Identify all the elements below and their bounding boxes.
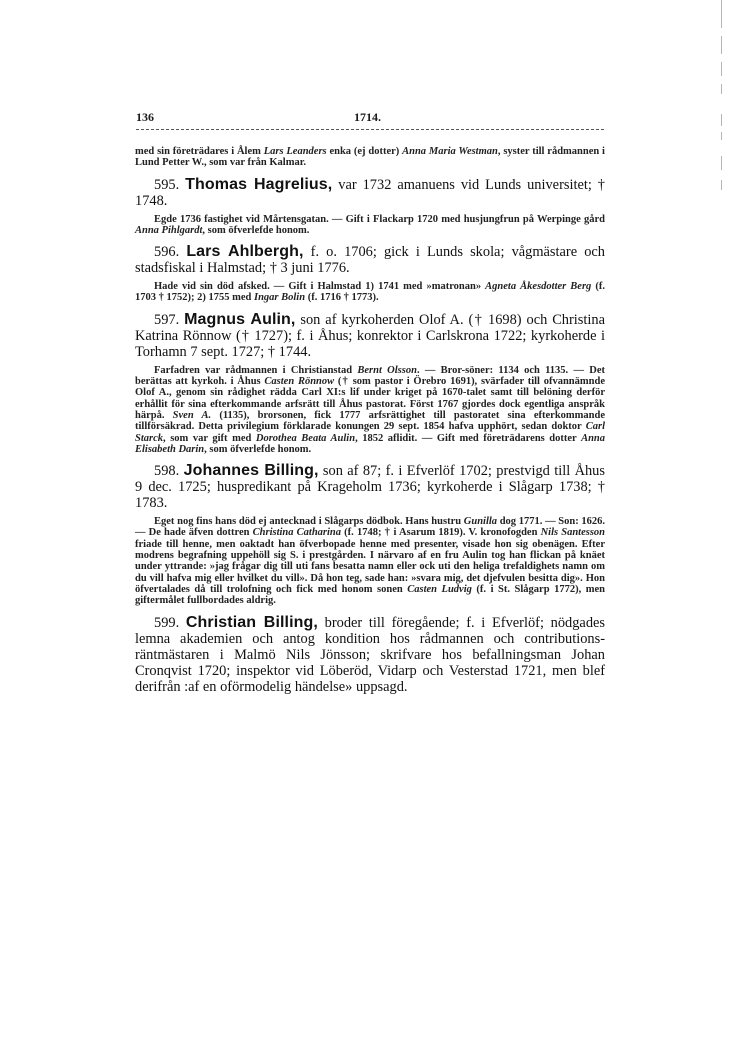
page-number: 136 <box>136 110 154 124</box>
entry-595-note: Egde 1736 fastighet vid Mårtensgatan. — Gift i Flackarp 1720 med husjungfrun på Werpinge gård Anna Pihlgardt, som öfverlefde honom. <box>135 213 605 236</box>
entry-598: 598. Johannes Billing, son af 87; f. i Efverlöf 1702; prestvigd till Åhus 9 dec. 1725; huspredikant på Krageholm 1736; kyrkoherde i Slågarp 1738; † 1783. <box>135 462 605 512</box>
entry-name: Lars Ahlbergh, <box>186 243 304 261</box>
entry-name: Thomas Hagrelius, <box>185 175 333 193</box>
entry-name: Johannes Billing, <box>183 462 319 480</box>
entry-number: 599. <box>154 614 180 631</box>
continuation-note: med sin företrädares i Ålem Lars Leanders enka (ej dotter) Anna Maria Westman, syster till rådmannen i Lund Petter W., som var från Kalmar. <box>135 146 605 169</box>
entry-name: Magnus Aulin, <box>184 310 296 328</box>
entry-number: 597. <box>154 311 180 328</box>
scan-edge-marks <box>721 0 722 200</box>
header-rule <box>136 129 604 130</box>
page-body <box>135 146 605 695</box>
entry-595: 595. Thomas Hagrelius, var 1732 amanuens vid Lunds universitet; † 1748. <box>135 175 605 209</box>
entry-598-note: Eget nog fins hans död ej antecknad i Slågarps dödbok. Hans hustru Gunilla dog 1771. — Son: 1626. — De hade äfven dottren Christina Catharina (f. 1748; † i Asarum 1819). V. kronofogden Nils Santesson friade till henne, men oaktadt han öfverbopade henne med presenter, visade hon sig obenägen. Efter modrens begrafning uppehöll sig S. i prestgården. I närvaro af en fru Aulin tog han flickan på knäet under yttrande: »jag frågar dig till uti fans besatta namn eller ock uti den heliga trefaldighets namn om du vill hafva mig eller hvilket du vill». Då hon teg, sade han: »svara mig, det djefvulen besitta dig». Hon öfvertalades då till trolofning och fick med honom sonen Casten Ludvig (f. i St. Slågarp 1772), men giftermålet fullbordades aldrig. <box>135 516 606 607</box>
entry-596-note: Hade vid sin död afsked. — Gift i Halmstad 1) 1741 med »matronan» Agneta Åkesdotter Berg (f. 1703 † 1752); 2) 1755 med Ingar Bolin (f. 1716 † 1773). <box>135 281 605 304</box>
entry-number: 595. <box>154 176 180 193</box>
entry-name: Christian Billing, <box>185 613 318 631</box>
entry-597: 597. Magnus Aulin, son af kyrkoherden Olof A. († 1698) och Christina Katrina Rönnow († 1727); f. i Åhus; konrektor i Carlskrona 1722; kyrkoherde i Torhamn 7 sept. 1727; † 1744. <box>135 310 605 360</box>
entry-number: 598. <box>154 463 180 480</box>
page-header <box>136 110 604 130</box>
entry-599: 599. Christian Billing, broder till föregående; f. i Efverlöf; nödgades lemna akademien och antog kondition hos rådmannen och contributions-räntmästaren i Malmö Nils Jönsson; skrifvare hos befallningsman Johan Cronqvist 1720; inspektor vid Löberöd, Vidarp och Vesterstad 1721, men blef derifrån :af en oförmodelig händelse» uppsagd. <box>135 613 606 695</box>
entry-number: 596. <box>154 244 180 261</box>
entry-597-note: Farfadren var rådmannen i Christianstad Bernt Olsson. — Bror-söner: 1134 och 1135. — Det berättas att kyrkoh. i Åhus Casten Rönnow († som pastor i Örebro 1691), svärfader till ofvannämnde Olof A., genom sin rådighet rädda Carl XI:s lif under kriget på 1670-talet samt till belöning derför erhållit för sina efterkommande arfsrätt till Åhus pastorat. Först 1767 gjordes dock egentliga anspråk härpå. Sven A. (1135), brorsonen, fick 1777 arfsrättighet till pastoratet sina efterkommande tillförsäkrad. Detta privilegium förklarade konungen 29 sept. 1854 hafva upphört, sedan doktor Carl Starck, som var gift med Dorothea Beata Aulin, 1852 aflidit. — Gift med företrädarens dotter Anna Elisabeth Darin, som öfverlefde honom. <box>135 364 606 455</box>
running-head-year: 1714. <box>354 110 381 124</box>
entry-596: 596. Lars Ahlbergh, f. o. 1706; gick i Lunds skola; vågmästare och stadsfiskal i Halmstad; † 3 juni 1776. <box>135 243 605 277</box>
